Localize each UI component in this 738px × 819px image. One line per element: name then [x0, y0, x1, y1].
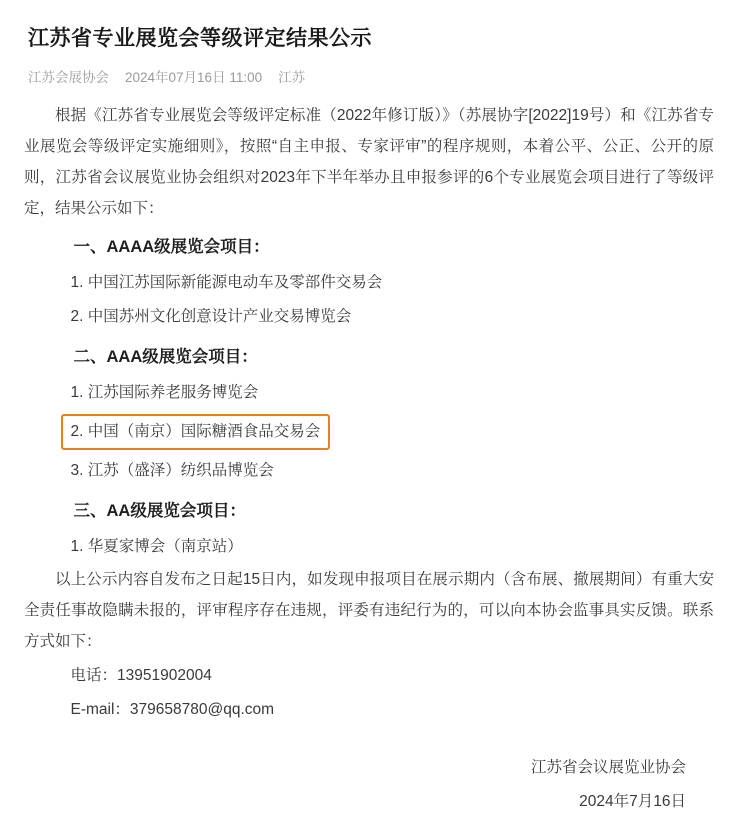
section-heading-aaaa: 一、AAAA级展览会项目：	[73, 238, 270, 256]
meta-source: 江苏会展协会	[28, 70, 109, 85]
contact-phone: 电话：13951902004	[70, 667, 212, 684]
section-heading-aaa: 二、AAA级展览会项目：	[73, 348, 258, 366]
page-title: 江苏省专业展览会等级评定结果公示	[28, 27, 372, 50]
list-item: 1. 江苏国际养老服务博览会	[70, 384, 259, 401]
section-heading-aa: 三、AA级展览会项目：	[73, 502, 246, 520]
article-meta	[28, 66, 714, 86]
signature-date: 2024年7月16日	[579, 793, 686, 810]
meta-region: 江苏	[278, 70, 306, 85]
highlighted-list-item: 2. 中国（南京）国际糖酒食品交易会	[61, 414, 331, 450]
list-item: 1. 中国江苏国际新能源电动车及零部件交易会	[70, 274, 383, 291]
closing-paragraph: 以上公示内容自发布之日起15日内，如发现申报项目在展示期内（含布展、撤展期间）有重大安全责任事故隐瞒未报的，评审程序存在违规，评委有违纪行为的，可以向本协会监事具实反馈。联系方式如下：	[24, 571, 714, 650]
list-item: 3. 江苏（盛泽）纺织品博览会	[70, 462, 274, 479]
signature-organization: 江苏省会议展览业协会	[530, 759, 686, 776]
intro-paragraph: 根据《江苏省专业展览会等级评定标准（2022年修订版）》（苏展协字[2022]19号）和《江苏省专业展览会等级评定实施细则》，按照“自主申报、专家评审”的程序规则，本着公平、公正、公开的原则，江苏省会议展览业协会组织对2023年下半年举办且申报参评的6个专业展览会项目进行了等级评定，结果公示如下：	[24, 107, 714, 217]
list-item: 2. 中国苏州文化创意设计产业交易博览会	[70, 308, 352, 325]
document-body	[24, 100, 714, 819]
meta-date: 2024年07月16日 11:00	[125, 70, 263, 85]
highlighted-item-wrapper	[24, 414, 714, 450]
list-item: 1. 华夏家博会（南京站）	[70, 538, 243, 555]
contact-email: E-mail：379658780@qq.com	[70, 701, 275, 718]
